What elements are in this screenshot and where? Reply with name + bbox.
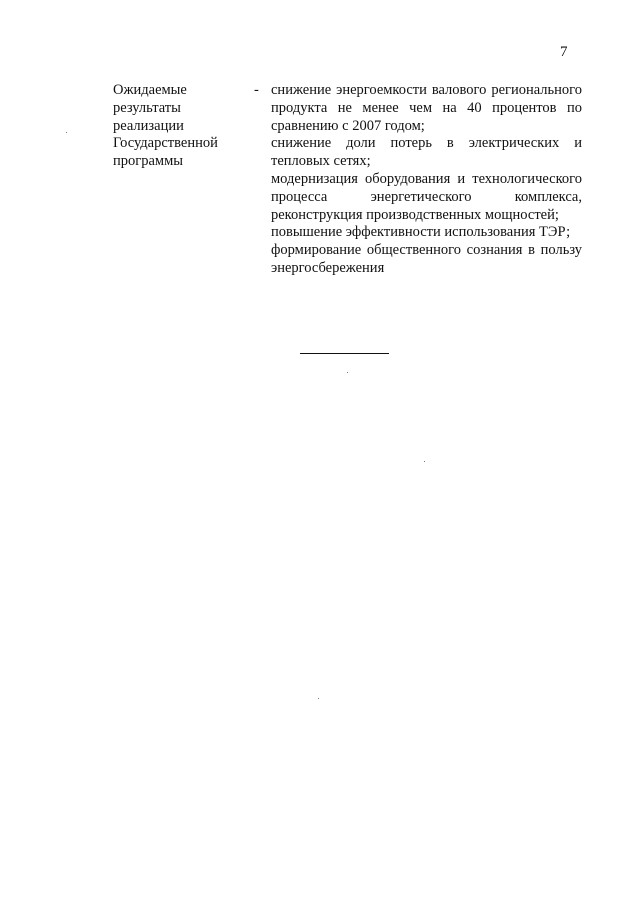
- result-item: повышение эффективности использования ТЭР;: [271, 224, 571, 241]
- scan-speck: [318, 698, 319, 699]
- scan-speck: [66, 132, 67, 133]
- result-item: снижение энергоемкости валового регионального продукта не менее чем на 40 процентов по сравнению с 2007 годом;: [271, 82, 582, 134]
- result-item: модернизация оборудования и технологического процесса энергетического комплекса, реконструкция производственных мощностей;: [271, 170, 582, 223]
- page-number: 7: [560, 44, 568, 60]
- dash-separator: -: [254, 82, 259, 98]
- result-item: формирование общественного сознания в пользу энергосбережения: [271, 242, 582, 276]
- end-rule: [300, 353, 389, 354]
- result-item: снижение доли потерь в электрических и тепловых сетях;: [271, 135, 582, 170]
- section-label: Ожидаемые результаты реализации Государственной программы: [113, 82, 218, 170]
- scan-speck: [347, 372, 348, 373]
- scan-speck: [424, 461, 425, 462]
- results-list: [271, 82, 582, 278]
